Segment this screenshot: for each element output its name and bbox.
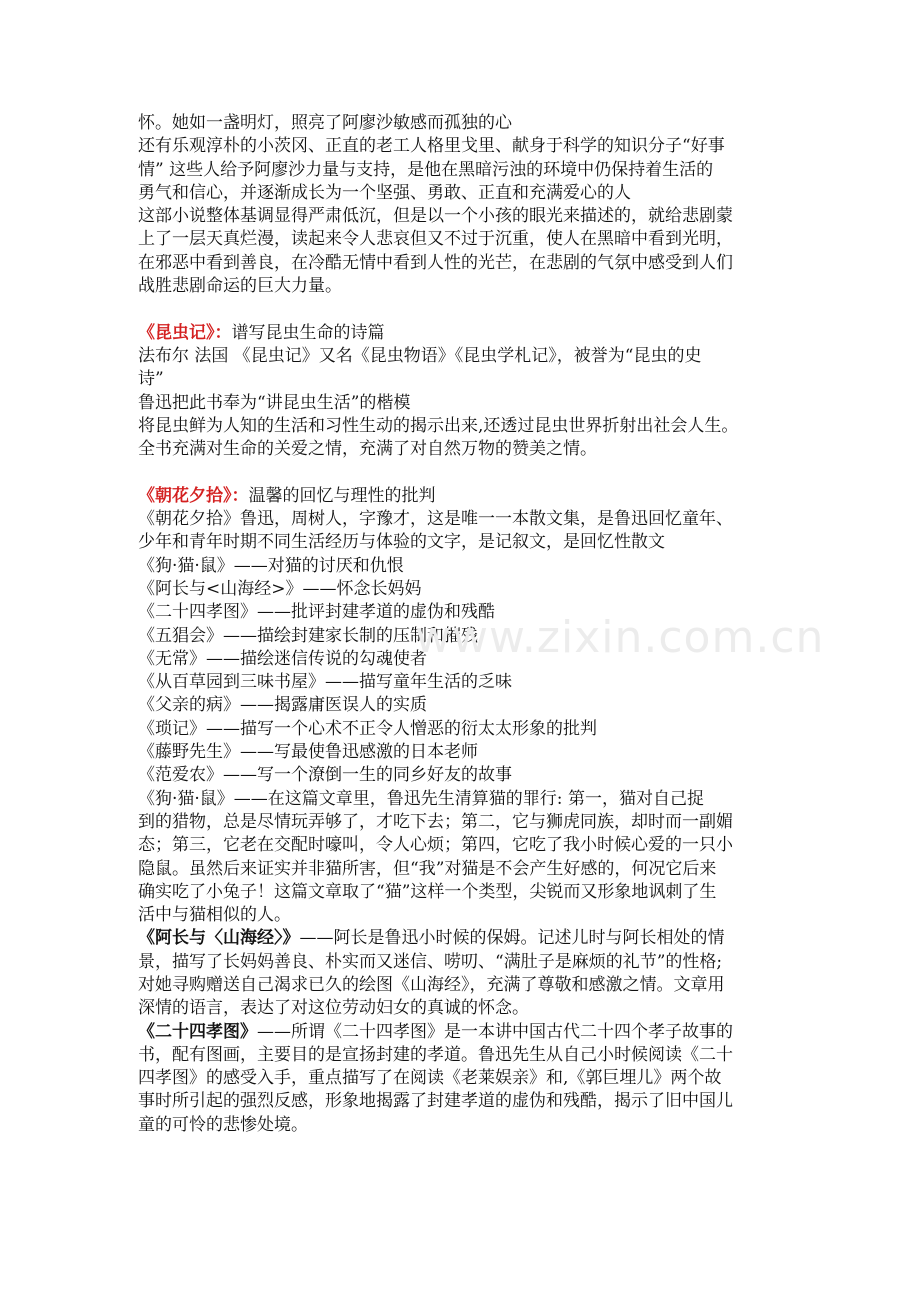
essay-title-ershisi: 《二十四孝图》 [138,1021,257,1042]
text-line: 《狗·猫·鼠》——在这篇文章里，鲁迅先生清算猫的罪行: 第一，猫对自己捉 [138,788,704,809]
text-line: 对她寻购赠送自己渴求已久的绘图《山海经》，充满了尊敬和感激之情。文章用 [138,974,725,995]
spacer [138,461,790,484]
section-subtitle: 温馨的回忆与理性的批判 [248,485,436,506]
section-heading-zhaohua [138,485,790,508]
chapter-item: 《藤野先生》——写最使鲁迅感激的日本老师 [138,742,478,763]
chapter-item: 《五猖会》——描绘封建家长制的压制和摧残 [138,625,478,646]
text-line: 鲁迅把此书奉为“讲昆虫生活”的楷模 [138,392,411,413]
text-line: 隐鼠。虽然后来证实并非猫所害，但“我”对猫是不会产生好感的，何况它后来 [138,858,717,879]
text-line: 《朝花夕拾》鲁迅，周树人，字豫才，这是唯一一本散文集，是鲁迅回忆童年、 [138,509,733,530]
chapter-item: 《狗·猫·鼠》——对猫的讨厌和仇恨 [138,555,404,576]
essay-description: ——阿长是鲁迅小时候的保姆。记述儿时与阿长相处的情 [299,928,725,949]
section-subtitle: 谱写昆虫生命的诗篇 [231,322,385,343]
document-page [138,112,790,1137]
text-line: 这部小说整体基调显得严肃低沉，但是以一个小孩的眼光来描述的，就给悲剧蒙 [138,206,733,227]
text-line: 情” 这些人给予阿廖沙力量与支持，是他在黑暗污浊的环境中仍保持着生活的 [138,159,714,180]
text-line: 书，配有图画，主要目的是宣扬封建的孝道。鲁迅先生从自己小时候阅读《二十 [138,1044,733,1065]
essay-description: ——所谓《二十四孝图》是一本讲中国古代二十四个孝子故事的 [257,1021,733,1042]
section-heading-kunchong [138,322,790,345]
spacer [138,298,790,321]
text-line: 景，描写了长妈妈善良、朴实而又迷信、唠叨、“满肚子是麻烦的礼节”的性格; [138,951,723,972]
section-title: 《朝花夕拾》： [138,485,249,506]
text-line: 深情的语言，表达了对这位劳动妇女的真诚的怀念。 [138,998,529,1019]
text-line: 四孝图》的感受入手，重点描写了在阅读《老莱娱亲》和,《郭巨埋儿》两个故 [138,1068,722,1089]
text-line: 态；第三，它老在交配时嚎叫，令人心烦；第四，它吃了我小时候心爱的一只小 [138,835,733,856]
text-line: 将昆虫鲜为人知的生活和习性生动的揭示出来,还透过昆虫世界折射出社会人生。 [138,415,739,436]
text-line: 诗” [138,369,164,390]
text-line: 战胜悲剧命运的巨大力量。 [138,276,342,297]
text-line: 还有乐观淳朴的小茨冈、正直的老工人格里戈里、献身于科学的知识分子“好事 [138,136,725,157]
chapter-item: 《父亲的病》——揭露庸医误人的实质 [138,695,427,716]
text-line: 在邪恶中看到善良，在冷酷无情中看到人性的光芒，在悲剧的气氛中感受到人们 [138,252,733,273]
chapter-item: 《范爱农》——写一个潦倒一生的同乡好友的故事 [138,765,512,786]
watermark: www.zixin.com.cn [415,612,825,663]
text-line [138,927,790,950]
chapter-item: 《琐记》——描写一个心术不正令人憎恶的衍太太形象的批判 [138,718,597,739]
section-title: 《昆虫记》： [138,322,232,343]
text-line: 全书充满对生命的关爱之情，充满了对自然万物的赞美之情。 [138,439,597,460]
text-line: 到的猎物，总是尽情玩弄够了，才吃下去；第二，它与狮虎同族，却时而一副媚 [138,811,733,832]
text-line: 确实吃了小兔子！这篇文章取了“猫”这样一个类型，尖锐而又形象地讽刺了生 [138,881,717,902]
text-line: 上了一层天真烂漫，读起来令人悲哀但又不过于沉重，使人在黑暗中看到光明， [138,229,733,250]
text-line: 勇气和信心，并逐渐成长为一个坚强、勇敢、正直和充满爱心的人 [138,182,631,203]
essay-title-achang: 《阿长与〈山海经〉》 [138,928,300,949]
chapter-item: 《无常》——描绘迷信传说的勾魂使者 [138,648,427,669]
chapter-item: 《二十四孝图》——批评封建孝道的虚伪和残酷 [138,602,495,623]
text-line: 少年和青年时期不同生活经历与体验的文字，是记叙文，是回忆性散文 [138,532,665,553]
text-line: 活中与猫相似的人。 [138,905,291,926]
chapter-item: 《阿长与<山海经>》——怀念长妈妈 [138,578,422,599]
chapter-item: 《从百草园到三味书屋》——描写童年生活的乏味 [138,672,512,693]
text-line: 怀。她如一盏明灯，照亮了阿廖沙敏感而孤独的心 [138,113,512,133]
text-line: 事时所引起的强烈反感，形象地揭露了封建孝道的虚伪和残酷，揭示了旧中国儿 [138,1091,733,1112]
text-line [138,1021,790,1044]
text-line: 法布尔 法国 《昆虫记》又名《昆虫物语》《昆虫学札记》，被誉为“昆虫的史 [138,345,702,366]
text-line: 童的可怜的悲惨处境。 [138,1114,308,1135]
